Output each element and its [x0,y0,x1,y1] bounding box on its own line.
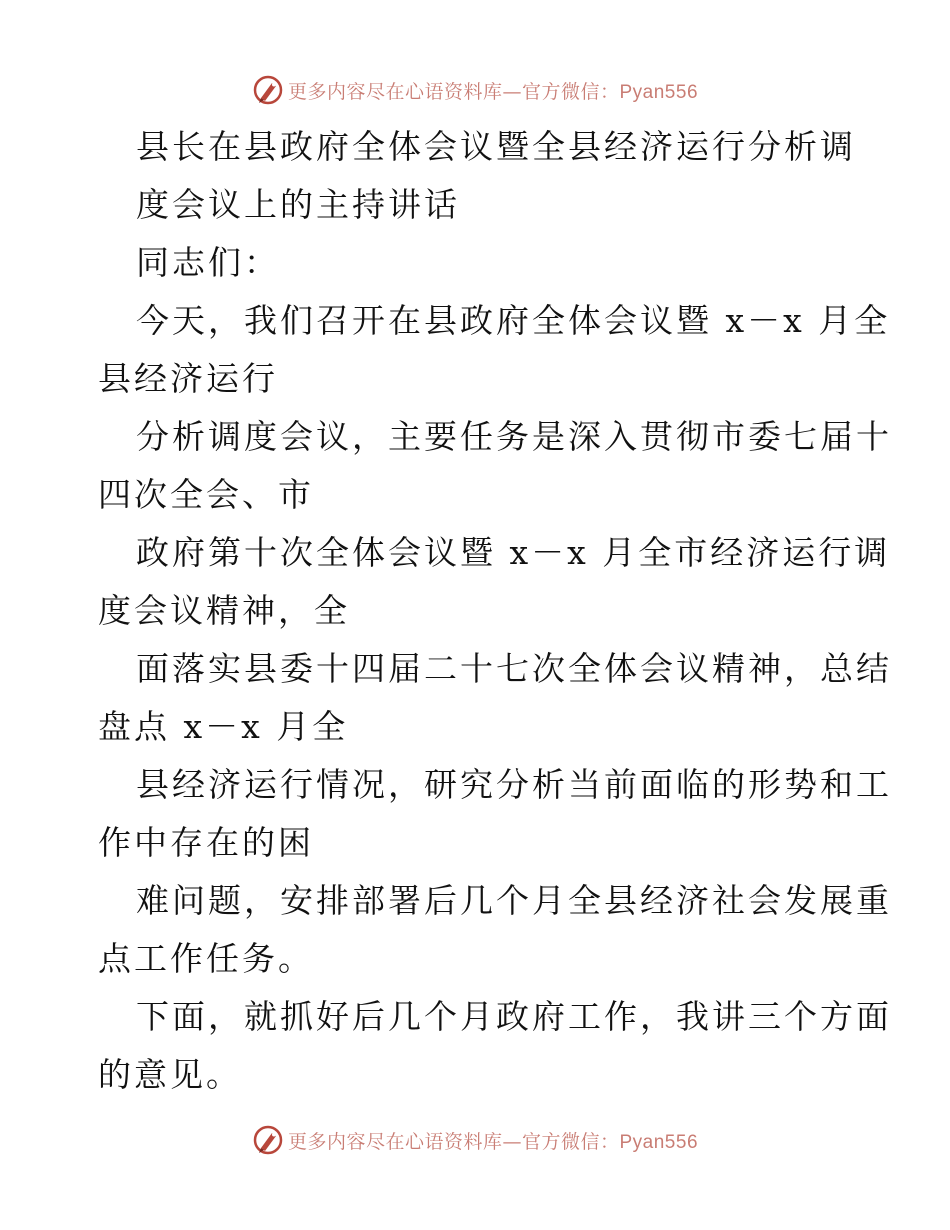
text-line: 县经济运行 [98,359,278,398]
pen-logo-icon [252,74,284,106]
text-line: 度会议上的主持讲话 [136,185,460,224]
text-line: 分析调度会议，主要任务是深入贯彻市委七届十 [136,417,892,456]
watermark-text: 更多内容尽在心语资料库—官方微信：Pyan556 [287,1130,699,1153]
text-line: 县长在县政府全体会议暨全县经济运行分析调 [136,127,856,166]
text-line: 点工作任务。 [98,939,314,978]
text-line: 四次全会、市 [98,475,314,514]
watermark-id: Pyan556 [619,81,699,103]
text-line: 难问题，安排部署后几个月全县经济社会发展重 [136,881,892,920]
text-line: 面落实县委十四届二十七次全体会议精神，总结 [136,649,892,688]
footer-watermark [0,1122,950,1158]
document-body [98,118,892,1104]
text-line: 县经济运行情况，研究分析当前面临的形势和工 [136,765,892,804]
text-line: 盘点 x－x 月全 [98,707,349,746]
watermark-text: 更多内容尽在心语资料库—官方微信：Pyan556 [287,80,699,103]
watermark-id: Pyan556 [619,1131,699,1153]
text-line: 政府第十次全体会议暨 x－x 月全市经济运行调 [136,533,891,572]
pen-logo-icon [252,1124,284,1156]
header-watermark [0,72,950,108]
text-line: 作中存在的困 [98,823,314,862]
text-line: 下面，就抓好后几个月政府工作，我讲三个方面 [136,997,892,1036]
text-line: 的意见。 [98,1055,242,1094]
text-line: 度会议精神，全 [98,591,350,630]
text-line: 同志们： [136,243,280,282]
text-line: 今天，我们召开在县政府全体会议暨 x－x 月全 [136,301,891,340]
